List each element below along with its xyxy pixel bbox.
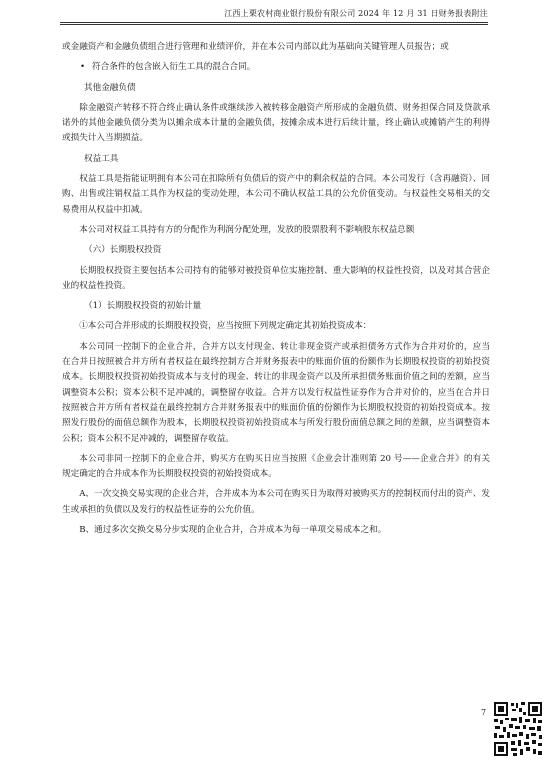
document-body: [62, 40, 490, 543]
paragraph: 长期股权投资主要包括本公司持有的能够对被投资单位实施控制、重大影响的权益性投资，以及对其合营企业的权益性投资。: [62, 265, 490, 291]
header-title: 江西上栗农村商业银行股份有限公司 2024 年 12 月 31 日财务报表附注: [224, 9, 488, 18]
qr-code-icon: [492, 700, 544, 758]
header-rule: [60, 22, 488, 23]
bullet-item: [80, 60, 490, 75]
paragraph: 或金融资产和金融负债组合进行管理和业绩评价，并在本公司内部以此为基础向关键管理人员报告；或: [62, 42, 449, 52]
paragraph: 本公司非同一控制下的企业合并，购买方在购买日应当按照《企业会计准则第 20 号——企业合并》的有关规定确定的合并成本作为长期股权投资的初始投资成本。: [62, 453, 490, 480]
page-number: 7: [481, 708, 487, 717]
paragraph: 本公司对权益工具持有方的分配作为利润分配处理，发放的股票股利不影响股东权益总额: [79, 224, 415, 235]
sub-heading: 其他金融负债: [84, 82, 136, 93]
paragraph: A、一次交换交易实现的企业合并，合并成本为本公司在购买日为取得对被购买方的控制权而付出的资产、发生或承担的负债以及发行的权益性证券的公允价值。: [62, 489, 490, 515]
header-rule-double: [60, 24, 488, 25]
bullet-text: 符合条件的包含嵌入衍生工具的混合合同。: [92, 62, 256, 73]
sub-heading: （1）长期股权投资的初始计量: [84, 301, 202, 312]
paragraph: ①本公司合并形成的长期股权投资，应当按照下列规定确定其初始投资成本：: [79, 321, 372, 332]
paragraph: 权益工具是指能证明拥有本公司在扣除所有负债后的资产中的剩余权益的合同。本公司发行（含再融资）、回购、出售或注销权益工具作为权益的变动处理，本公司不确认权益工具的公允价值变动。与权益性交易相关的交易费用从权益中扣减。: [62, 174, 490, 215]
paragraph: B、通过多次交换交易分步实现的企业合并，合并成本为每一单项交易成本之和。: [79, 525, 387, 536]
sub-heading: 权益工具: [84, 153, 119, 164]
section-heading: （六）长期股权投资: [84, 245, 162, 256]
paragraph: 本公司同一控制下的企业合并，合并方以支付现金、转让非现金资产或承担债务方式作为合并对价的，应当在合并日按照被合并方所有者权益在最终控制方合并财务报表中的账面价值的份额作为长期股权投资的初始投资成本。长期股权投资初始投资成本与支付的现金、转让的非现金资产以及所承担债务账面价值之间的差额，应当调整资本公积；资本公积不足冲减的，调整留存收益。合并方以发行权益性证券作为合并对价的，应当在合并日按照被合并方所有者权益在最终控制方合并财务报表中的账面价值的份额作为长期股权投资的初始投资成本。按照发行股份的面值总额作为股本，长期股权投资初始投资成本与所发行股份面值总额之间的差额，应当调整资本公积；资本公积不足冲减的，调整留存收益。: [62, 341, 490, 444]
bullet-icon: •: [80, 62, 86, 73]
paragraph: 除金融资产转移不符合终止确认条件或继续涉入被转移金融资产所形成的金融负债、财务担保合同及贷款承诺外的其他金融负债分类为以摊余成本计量的金融负债，按摊余成本进行后续计量，终止确认或摊销产生的利得或损失计入当期损益。: [62, 102, 490, 144]
